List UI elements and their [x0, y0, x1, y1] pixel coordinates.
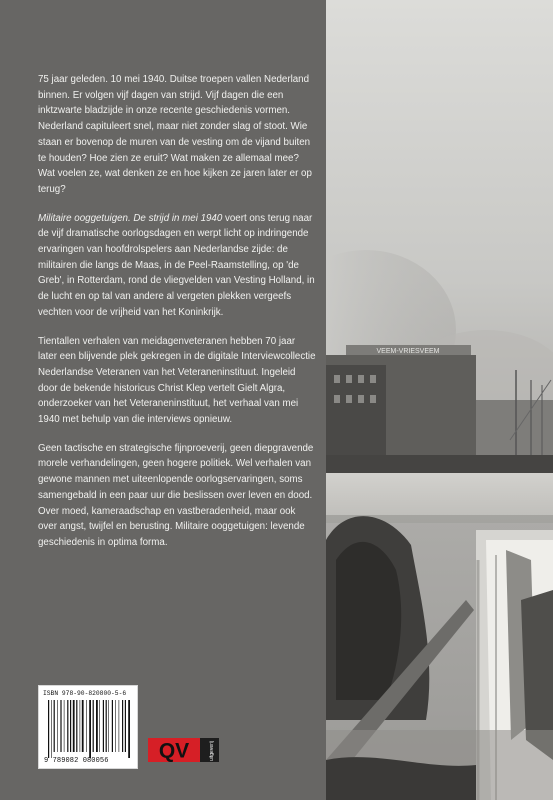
barcode-bar [103, 700, 104, 752]
barcode-bar [93, 700, 94, 752]
blurb-paragraph-2 [38, 211, 316, 321]
barcode-bar [67, 700, 68, 752]
barcode-bar [128, 700, 130, 758]
publisher-logo [148, 734, 221, 764]
barcode-bar [57, 700, 58, 752]
barcode-bar [64, 700, 65, 752]
cover-photo [326, 0, 553, 800]
barcode-digits: 9 789082 080056 [44, 757, 109, 765]
barcode-bar [76, 700, 77, 752]
barcode-bar [82, 700, 84, 752]
book-title-italic: Militaire ooggetuigen. De strijd in mei 1940 [38, 212, 223, 224]
barcode-bar [108, 700, 109, 752]
barcode-bar [106, 700, 107, 752]
barcode-bar [80, 700, 81, 752]
barcode-bar [86, 700, 87, 752]
photo-sign-text: VEEM-VRIESVEEM [376, 348, 440, 355]
logo-subtext: uitgeverij [209, 740, 215, 761]
barcode-bar [112, 700, 113, 752]
blurb-paragraph-4: Geen tactische en strategische fijnproeverij, geen diepgravende morele verhandelingen, geen hogere politiek. Wel verhalen van gewone mannen met uiteenlopende oorlogservaringen, soms samengebald in een paar uur die beslissen over leven en dood. Over moed, kameraadschap en vastberadenheid, maar ook over angst, twijfel en berusting. Militaire ooggetuigen: levende geschiedenis in optima forma. [38, 442, 314, 548]
barcode-bar [51, 700, 52, 758]
blurb-paragraph-3: Tientallen verhalen van meidagenveteranen hebben 70 jaar later een blijvende plek gekregen in de digitale Interviewcollectie Nederlandse Veteranen van het Veteraneninstituut. Ingeleid door de bekende historicus Christ Klep vertelt Gielt Algra, onderzoeker van het Veteraneninstituut, het verhaal van mei 1940 met behulp van die interviews opnieuw. [38, 335, 316, 426]
barcode-bar [70, 700, 71, 752]
barcode-bar [60, 700, 61, 752]
barcode-bar [115, 700, 116, 752]
blurb-paragraph-2-text: voert ons terug naar de vijf dramatische oorlogsdagen en werpt licht op indringende ervaringen van hoofdrolspelers aan Nederlandse zijde: de militairen die langs de Maas, in de Peel-Raamstelling, op 'de Greb', in Rotterdam, rond de vliegvelden van Vesting Holland, in de lucht en op tal van andere al vergeten plekken vergeefs vechten voor de vrijheid van het Koninkrijk. [38, 212, 315, 318]
barcode-bar [48, 700, 49, 758]
barcode-bar [54, 700, 55, 752]
barcode-bars [47, 700, 133, 758]
logo-text: QV [158, 739, 190, 763]
blurb-text [38, 72, 316, 564]
blurb-paragraph-1: 75 jaar geleden. 10 mei 1940. Duitse troepen vallen Nederland binnen. Er volgen vijf dagen van strijd. Vijf dagen die een inktzwarte bladzijde in onze recente geschiedenis vormen. Nederland capituleert snel, maar niet zonder slag of stoot. Wie staan er bovenop de muren van de vesting om de vijand buiten te houden? Hoe zien ze eruit? Wat maken ze allemaal mee? Wat voelen ze, wat denken ze en hoe kijken ze jaren later er op terug? [38, 74, 312, 195]
isbn-barcode [38, 685, 138, 769]
barcode-bar [96, 700, 98, 752]
barcode-bar [125, 700, 126, 752]
barcode-bar [73, 700, 75, 752]
barcode-bar [99, 700, 100, 752]
barcode-bar [119, 700, 120, 752]
isbn-label: ISBN 978-90-820800-5-6 [43, 690, 127, 697]
barcode-bar [122, 700, 123, 752]
barcode-bar [89, 700, 91, 758]
historic-photo [326, 0, 553, 800]
